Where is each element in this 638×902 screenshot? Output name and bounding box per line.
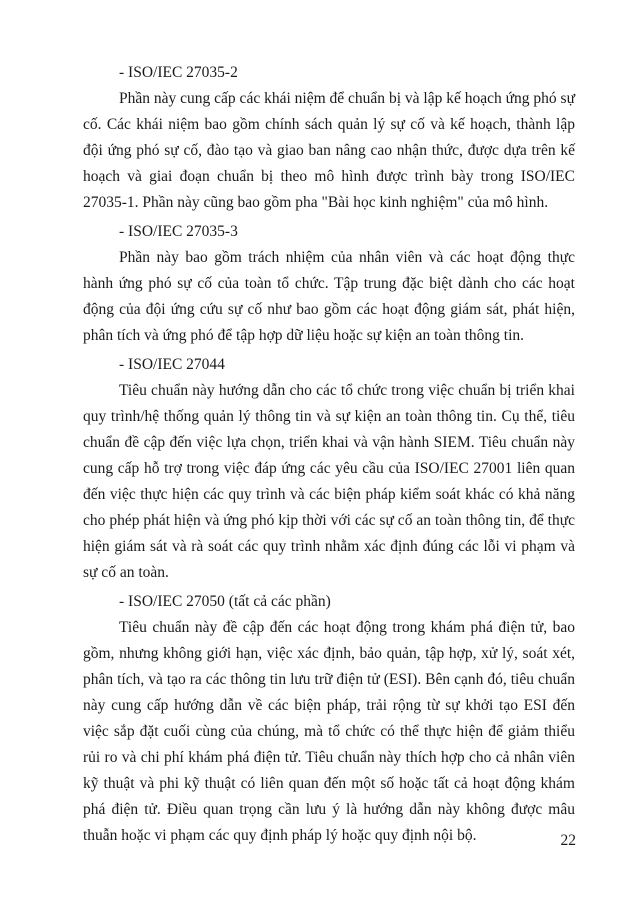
document-page	[83, 60, 575, 852]
section-iso-27035-3	[83, 219, 575, 349]
section-paragraph: Phần này cung cấp các khái niệm để chuẩn bị và lập kế hoạch ứng phó sự cố. Các khái niệm bao gồm chính sách quản lý sự cố và kế hoạch, thành lập đội ứng phó sự cố, đào tạo và giao ban nâng cao nhận thức, được dựa trên kế hoạch và giai đoạn chuẩn bị theo mô hình được trình bày trong ISO/IEC 27035-1. Phần này cũng bao gồm pha "Bài học kinh nghiệm" của mô hình.	[83, 90, 575, 211]
section-paragraph: Tiêu chuẩn này hướng dẫn cho các tổ chức trong việc chuẩn bị triển khai quy trình/hệ thống quản lý thông tin và sự kiện an toàn thông tin. Cụ thể, tiêu chuẩn đề cập đến việc lựa chọn, triển khai và vận hành SIEM. Tiêu chuẩn này cung cấp hỗ trợ trong việc đáp ứng các yêu cầu của ISO/IEC 27001 liên quan đến việc thực hiện các quy trình và các biện pháp kiểm soát khác có khả năng cho phép phát hiện và ứng phó kịp thời với các sự cố an toàn thông tin, để thực hiện giám sát và rà soát các quy trình nhằm xác định đúng các lỗi vi phạm và sự cố an toàn.	[83, 382, 575, 581]
section-heading: - ISO/IEC 27035-2	[119, 64, 238, 81]
section-heading: - ISO/IEC 27050 (tất cả các phần)	[119, 593, 331, 610]
section-heading: - ISO/IEC 27044	[119, 356, 225, 373]
section-heading: - ISO/IEC 27035-3	[119, 223, 238, 240]
section-iso-27035-2	[83, 60, 575, 216]
section-iso-27044	[83, 352, 575, 586]
section-paragraph: Tiêu chuẩn này đề cập đến các hoạt động trong khám phá điện tử, bao gồm, nhưng không giới hạn, việc xác định, bảo quản, tập hợp, xử lý, soát xét, phân tích, và tạo ra các thông tin lưu trữ điện tử (ESI). Bên cạnh đó, tiêu chuẩn này cung cấp hướng dẫn về các biện pháp, trải rộng từ sự khởi tạo ESI đến việc sắp đặt cuối cùng của chúng, mà tổ chức có thể thực hiện để giảm thiểu rủi ro và chi phí khám phá điện tử. Tiêu chuẩn này thích hợp cho cả nhân viên kỹ thuật và phi kỹ thuật có liên quan đến một số hoặc tất cả hoạt động khám phá điện tử. Điều quan trọng cần lưu ý là hướng dẫn này không được mâu thuẫn hoặc vi phạm các quy định pháp lý hoặc quy định nội bộ.	[83, 619, 575, 844]
section-iso-27050	[83, 589, 575, 849]
page-number: 22	[560, 832, 576, 849]
section-paragraph: Phần này bao gồm trách nhiệm của nhân viên và các hoạt động thực hành ứng phó sự cố của toàn tổ chức. Tập trung đặc biệt dành cho các hoạt động của đội ứng cứu sự cố như bao gồm các hoạt động giám sát, phát hiện, phân tích và ứng phó để tập hợp dữ liệu hoặc sự kiện an toàn thông tin.	[83, 249, 575, 344]
